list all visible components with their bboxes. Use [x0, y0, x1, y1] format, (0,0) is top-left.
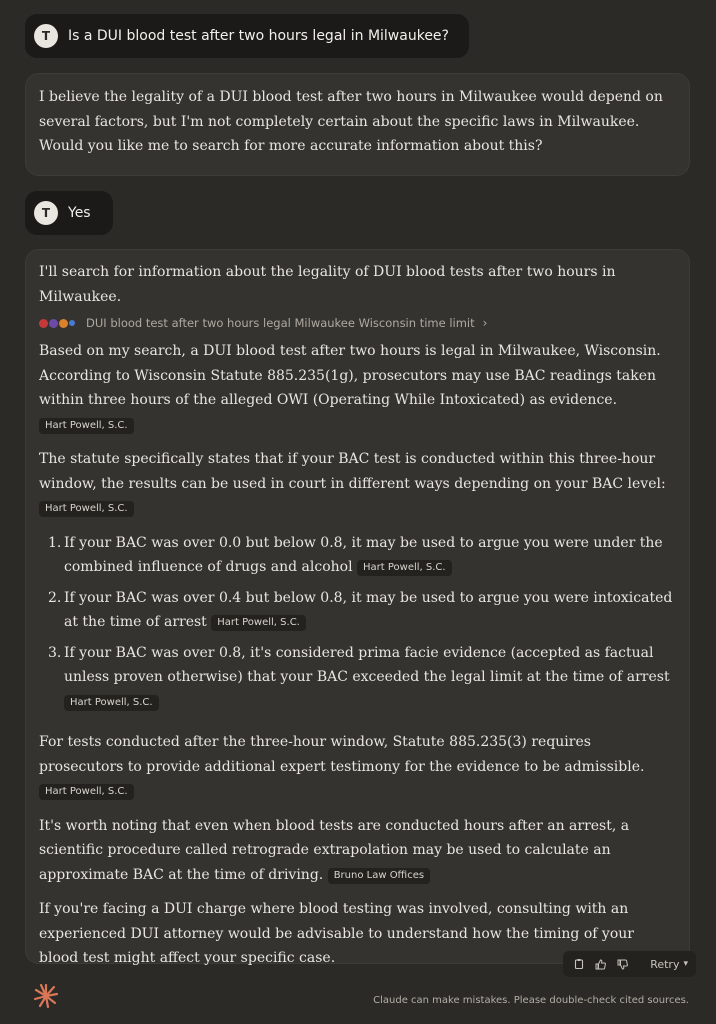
web-search-result[interactable]	[39, 311, 675, 335]
user-message-text: Yes	[68, 205, 91, 221]
user-message-1	[25, 14, 469, 58]
paragraph-2	[39, 447, 675, 521]
list-item-text: If your BAC was over 0.8, it's considered prima facie evidence (accepted as factual unless proven otherwise) that your BAC exceeded the legal limit at the time of arrest	[64, 644, 670, 685]
footer-disclaimer: Claude can make mistakes. Please double-check cited sources.	[373, 995, 689, 1006]
citation-badge[interactable]: Hart Powell, S.C.	[39, 501, 134, 517]
citation-badge[interactable]: Bruno Law Offices	[328, 868, 430, 884]
retry-button[interactable]	[650, 958, 688, 971]
paragraph-4	[39, 814, 675, 888]
source-favicons-icon	[39, 319, 76, 328]
citation-badge[interactable]: Hart Powell, S.C.	[39, 418, 134, 434]
citation-badge[interactable]: Hart Powell, S.C.	[211, 615, 306, 631]
thumbs-down-icon[interactable]	[614, 956, 630, 972]
claude-logo-icon	[33, 983, 59, 1009]
paragraph-3	[39, 730, 675, 804]
list-number: 2.	[48, 589, 62, 606]
list-item-text: If your BAC was over 0.0 but below 0.8, it may be used to argue you were under the combined influence of drugs and alcohol	[64, 534, 663, 575]
paragraph-2-text: The statute specifically states that if your BAC test is conducted within this three-hour window, the results can be used in court in different ways depending on your BAC level:	[39, 451, 666, 492]
list-number: 3.	[48, 644, 62, 661]
citation-badge[interactable]: Hart Powell, S.C.	[64, 695, 159, 711]
paragraph-4-text: It's worth noting that even when blood tests are conducted hours after an arrest, a scientific procedure called retrograde extrapolation may be used to calculate an approximate BAC at the time of driving.	[39, 817, 630, 883]
user-message-text: Is a DUI blood test after two hours legal in Milwaukee?	[68, 28, 449, 44]
chevron-down-icon: ▾	[683, 959, 688, 969]
paragraph-3-text: For tests conducted after the three-hour window, Statute 885.235(3) requires prosecutors to provide additional expert testimony for the evidence to be admissible.	[39, 734, 645, 775]
paragraph-5: If you're facing a DUI charge where blood testing was involved, consulting with an experienced DUI attorney would be advisable to understand how the timing of your blood test might affect your specific case.	[39, 901, 634, 966]
list-number: 1.	[48, 534, 62, 551]
copy-icon[interactable]	[571, 956, 587, 972]
assistant-reply-text: I believe the legality of a DUI blood test after two hours in Milwaukee would depend on several factors, but I'm not completely certain about the specific laws in Milwaukee. Would you like me to search for more accurate information about this?	[39, 89, 663, 154]
retry-label: Retry	[650, 957, 680, 971]
chevron-right-icon: ›	[482, 316, 488, 330]
list-item-text: If your BAC was over 0.4 but below 0.8, it may be used to argue you were intoxicated at the time of arrest	[64, 589, 673, 630]
list-item	[39, 641, 675, 715]
assistant-message-1	[25, 73, 690, 176]
assistant-intro: I'll search for information about the legality of DUI blood tests after two hours in Milwaukee.	[39, 264, 616, 305]
user-avatar: T	[34, 24, 58, 48]
citation-badge[interactable]: Hart Powell, S.C.	[39, 784, 134, 800]
bac-level-list	[39, 531, 675, 715]
paragraph-1	[39, 339, 675, 437]
user-avatar: T	[34, 201, 58, 225]
thumbs-up-icon[interactable]	[593, 956, 609, 972]
paragraph-1-text: Based on my search, a DUI blood test after two hours is legal in Milwaukee, Wisconsin. According to Wisconsin Statute 885.235(1g), prosecutors may use BAC readings taken within three hours of the alleged OWI (Operating While Intoxicated) as evidence.	[39, 343, 661, 408]
user-message-2	[25, 191, 113, 235]
message-action-bar	[563, 951, 696, 977]
citation-badge[interactable]: Hart Powell, S.C.	[357, 560, 452, 576]
search-query: DUI blood test after two hours legal Milwaukee Wisconsin time limit	[86, 316, 475, 330]
list-item	[39, 586, 675, 635]
list-item	[39, 531, 675, 580]
assistant-message-2	[25, 249, 690, 964]
